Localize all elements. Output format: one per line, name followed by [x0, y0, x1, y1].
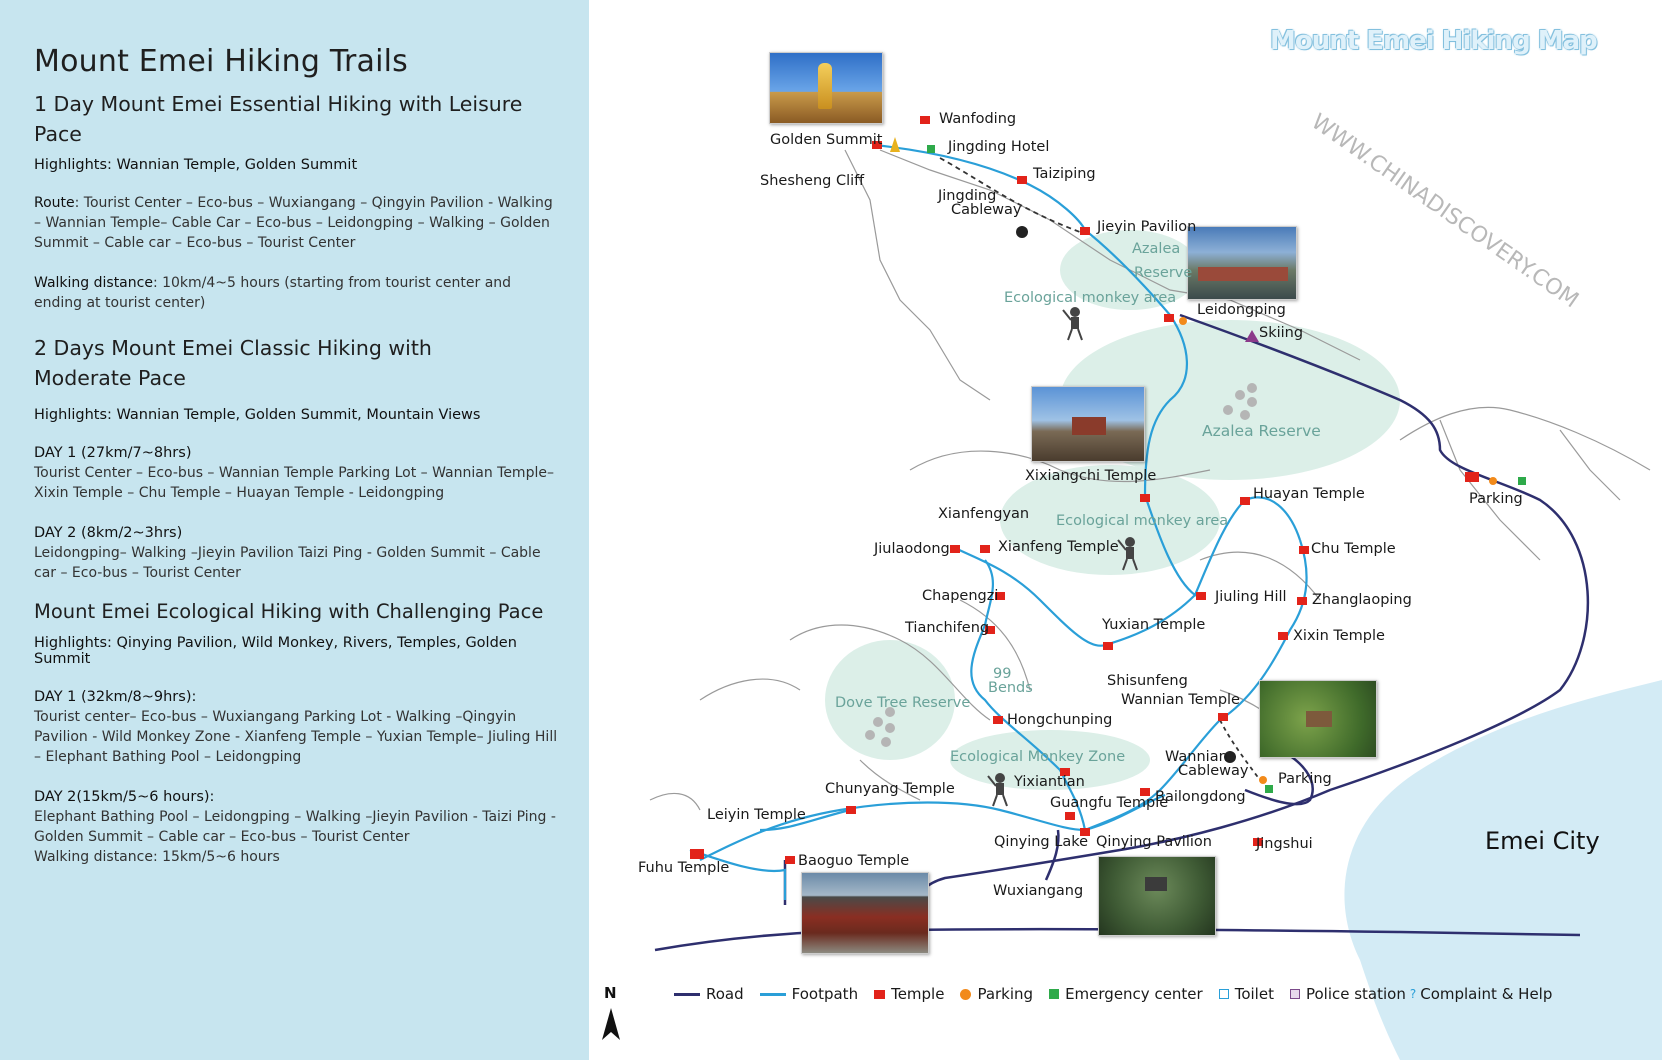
label-shesheng-cliff: Shesheng Cliff: [760, 173, 865, 189]
label-bailongdong: Bailongdong: [1155, 789, 1246, 805]
label-azalea-1: Azalea: [1132, 241, 1181, 257]
leidongping-photo: [1187, 226, 1297, 300]
qinying-photo: [1098, 856, 1216, 936]
road-line-icon: [674, 993, 700, 996]
toilet-icon: [1219, 989, 1229, 999]
legend-temple-label: Temple: [891, 985, 945, 1003]
label-yuxian-temple: Yuxian Temple: [1102, 617, 1206, 633]
legend-parking-label: Parking: [977, 985, 1034, 1003]
route1-distance-label: Walking distance: [34, 275, 153, 291]
emergency-marker: [927, 145, 935, 153]
label-wannian-cableway-2: Cableway: [1178, 763, 1249, 779]
label-chapengzi: Chapengzi: [922, 588, 999, 604]
label-taiziping: Taiziping: [1033, 166, 1096, 182]
legend-emergency-label: Emergency center: [1065, 985, 1203, 1003]
legend-emergency: [1049, 985, 1203, 1003]
route3-day2-title: DAY 2(15km/5~6 hours):: [34, 789, 215, 805]
label-bends: Bends: [988, 680, 1033, 696]
legend-parking: [960, 985, 1033, 1003]
help-icon: ?: [1409, 987, 1417, 1001]
label-jiuling-hill: Jiuling Hill: [1215, 589, 1287, 605]
legend-police: [1290, 985, 1406, 1003]
label-chu-temple: Chu Temple: [1311, 541, 1396, 557]
label-wanfoding: Wanfoding: [939, 111, 1017, 127]
label-baoguo-temple: Baoguo Temple: [798, 853, 910, 869]
label-leidongping: Leidongping: [1197, 302, 1286, 318]
legend-toilet-label: Toilet: [1234, 985, 1274, 1003]
legend-help: [1410, 985, 1553, 1003]
label-chunyang-temple: Chunyang Temple: [825, 781, 955, 797]
label-jingshui: Jingshui: [1256, 836, 1313, 852]
label-monkey-zone: Ecological Monkey Zone: [950, 749, 1126, 765]
parking-marker-wannian: [1259, 776, 1267, 784]
label-dove-tree-reserve: Dove Tree Reserve: [835, 695, 971, 711]
label-jingding-hotel: Jingding Hotel: [948, 139, 1050, 155]
label-skiing: Skiing: [1259, 325, 1304, 341]
map-watermark: WWW.CHINADISCOVERY.COM: [1306, 109, 1583, 314]
emergency-marker: [1265, 785, 1273, 793]
label-xianfengyan: Xianfengyan: [938, 506, 1030, 522]
route1-route: [34, 193, 559, 253]
parking-icon: [960, 989, 971, 1000]
label-jingding-cableway-1: Jingding: [938, 188, 997, 204]
jingding-cable-car: [1016, 226, 1028, 238]
map-legend: [674, 985, 1552, 1003]
label-leiyin-temple: Leiyin Temple: [707, 807, 806, 823]
sidebar-title: Mount Emei Hiking Trails: [34, 44, 408, 79]
north-label: N: [604, 984, 617, 1002]
map-title: Mount Emei Hiking Map: [1270, 26, 1597, 56]
emei-city-water: [1344, 680, 1662, 1060]
label-jingding-cableway-2: Cableway: [951, 202, 1022, 218]
footpath-line-icon: [760, 993, 786, 996]
parking-marker-leidongping: [1179, 317, 1187, 325]
label-guangfu-temple: Guangfu Temple: [1050, 795, 1169, 811]
route1-distance-text: : 10km/4~5 hours (starting from tourist center and ending at tourist center): [34, 275, 512, 311]
label-xianfeng-temple: Xianfeng Temple: [998, 539, 1119, 555]
parking-marker-right: [1489, 477, 1497, 485]
label-azalea-2: Reserve: [1134, 265, 1193, 281]
route2-day1-title: DAY 1 (27km/7~8hrs): [34, 445, 192, 461]
route1-distance: [34, 273, 559, 313]
police-icon: [1290, 989, 1300, 999]
legend-toilet: [1219, 985, 1274, 1003]
baoguo-photo: [801, 872, 929, 954]
route2-highlights: Highlights: Wannian Temple, Golden Summit, Mountain Views: [34, 407, 481, 423]
route1-route-label: Route: [34, 195, 75, 211]
temple-icon: [874, 990, 885, 999]
legend-footpath-label: Footpath: [791, 985, 859, 1003]
label-wannian-temple: Wannian Temple: [1121, 692, 1240, 708]
legend-road: [674, 985, 744, 1003]
label-99: 99: [993, 666, 1012, 682]
label-monkey-area-mid: Ecological monkey area: [1056, 513, 1229, 529]
emergency-marker: [1518, 477, 1526, 485]
xixiangchi-photo: [1031, 386, 1145, 462]
label-hongchunping: Hongchunping: [1007, 712, 1113, 728]
north-arrow-icon: [602, 1008, 620, 1040]
label-qinying-lake: Qinying Lake: [994, 834, 1089, 850]
route2-day1-text: Tourist Center – Eco-bus – Wannian Temple Parking Lot – Wannian Temple– Xixin Temple – Chu Temple – Huayan Temple - Leidongping: [34, 465, 554, 501]
route2-day2: [34, 523, 559, 583]
label-fuhu-temple: Fuhu Temple: [638, 860, 730, 876]
label-wuxiangang: Wuxiangang: [993, 883, 1084, 899]
wannian-photo: [1259, 680, 1377, 758]
route2-heading: 2 Days Mount Emei Classic Hiking with Moderate Pace: [34, 336, 432, 390]
label-huayan-temple: Huayan Temple: [1253, 486, 1365, 502]
route1-heading: 1 Day Mount Emei Essential Hiking with Leisure Pace: [34, 92, 523, 146]
label-jieyin-pavilion: Jieyin Pavilion: [1097, 219, 1197, 235]
label-yixiantian: Yixiantian: [1014, 774, 1085, 790]
hiking-map: [589, 0, 1662, 1060]
label-azalea-reserve: Azalea Reserve: [1202, 422, 1321, 440]
label-golden-summit: Golden Summit: [770, 132, 883, 148]
label-jiulaodong: Jiulaodong: [874, 541, 950, 557]
route3-day1: [34, 687, 559, 767]
label-parking-wannian: Parking: [1278, 771, 1332, 787]
route3-distance-text: Walking distance: 15km/5~6 hours: [34, 849, 280, 865]
label-shisunfeng: Shisunfeng: [1107, 673, 1188, 689]
route3-heading: Mount Emei Ecological Hiking with Challenging Pace: [34, 600, 544, 623]
route1-route-text: : Tourist Center – Eco-bus – Wuxiangang – Qingyin Pavilion - Walking – Wannian Temple– Cable Car – Eco-bus – Leidongping – Walking – Golden Summit – Cable car – Eco-bus – Tourist Center: [34, 195, 553, 251]
legend-footpath: [760, 985, 858, 1003]
route3-day1-text: Tourist center– Eco-bus – Wuxiangang Parking Lot - Walking –Qingyin Pavilion - Wild Monkey Zone - Xianfeng Temple – Yuxian Temple– Jiuling Hill – Elephant Bathing Pool – Leidongping: [34, 709, 558, 765]
label-tianchifeng: Tianchifeng: [905, 620, 990, 636]
emergency-icon: [1049, 989, 1059, 999]
route2-day1: [34, 443, 559, 503]
legend-temple: [874, 985, 944, 1003]
label-xixiangchi-temple: Xixiangchi Temple: [1025, 468, 1157, 484]
legend-road-label: Road: [706, 985, 744, 1003]
monkey-icon: [1063, 307, 1082, 340]
route3-highlights: Highlights: Qinying Pavilion, Wild Monkey, Rivers, Temples, Golden Summit: [34, 635, 517, 667]
route3-day2-text: Elephant Bathing Pool – Leidongping – Walking –Jieyin Pavilion - Taizi Ping - Golden Summit – Cable car – Eco-bus – Tourist Center: [34, 809, 556, 845]
route2-day2-title: DAY 2 (8km/2~3hrs): [34, 525, 183, 541]
label-qinying-pavilion: Qinying Pavilion: [1096, 834, 1212, 850]
label-emei-city: Emei City: [1485, 827, 1600, 855]
label-xixin-temple: Xixin Temple: [1293, 628, 1385, 644]
label-monkey-area-top: Ecological monkey area: [1004, 290, 1177, 306]
route3-day2: [34, 787, 559, 867]
legend-help-label: Complaint & Help: [1420, 985, 1553, 1003]
route3-day1-title: DAY 1 (32km/8~9hrs):: [34, 689, 197, 705]
label-wannian-cableway-1: Wannian: [1165, 749, 1228, 765]
legend-police-label: Police station: [1305, 985, 1406, 1003]
golden-summit-photo: [769, 52, 883, 124]
golden-statue-marker: [890, 137, 900, 152]
route2-day2-text: Leidongping– Walking –Jieyin Pavilion Taizi Ping - Golden Summit – Cable car – Eco-bus – Tourist Center: [34, 545, 541, 581]
label-parking-right: Parking: [1469, 491, 1523, 507]
label-zhanglaoping: Zhanglaoping: [1312, 592, 1412, 608]
route-sidebar: [0, 0, 589, 1060]
route1-highlights: Highlights: Wannian Temple, Golden Summit: [34, 157, 358, 173]
